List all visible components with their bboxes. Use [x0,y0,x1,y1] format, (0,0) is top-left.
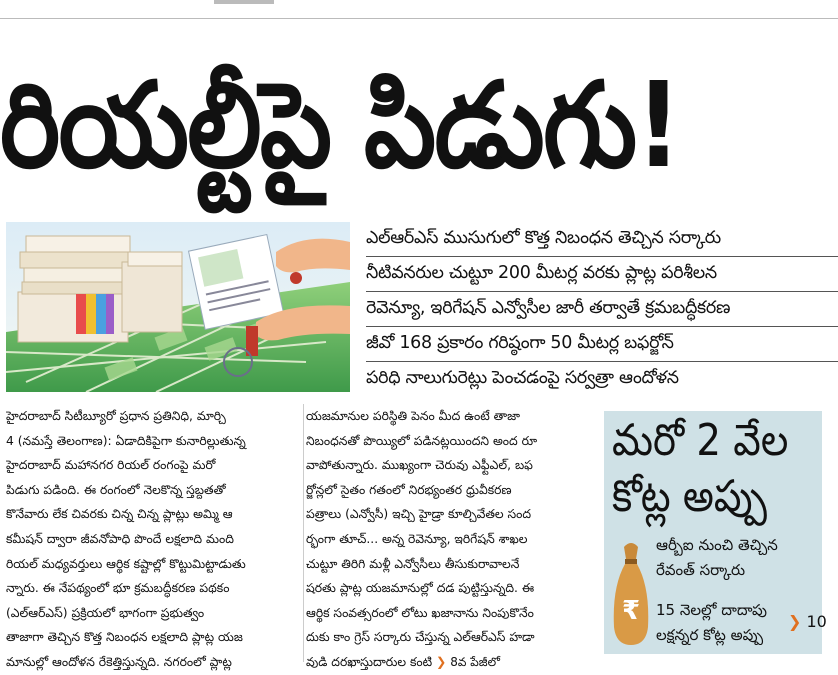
body-line: పిడుగు పడింది. ఈ రంగంలో నెలకొన్న స్తబ్దతతో [6,482,226,497]
body-line: ర్భంగా తూచ్... అన్న రెవెన్యూ, ఇరిగేషన్ శాఖల [306,531,528,546]
sidebar-subtitle [656,533,778,583]
body-line: దుకు కాం గ్రెస్ సర్కారు చేస్తున్న ఎల్ఆర్ఎస్ హడా [306,630,535,645]
page-reference-arrow-icon: ❯ [788,612,802,631]
article-column-2 [306,404,602,675]
continuation-link[interactable]: 8వ పేజీలో [450,654,500,669]
body-line-last [306,650,602,675]
kicker-bullets [366,222,838,396]
headline: రియల్టీపై పిడుగు! [0,56,680,194]
sidebar-subtitle-line: 15 నెలల్లో దాదాపు [656,601,767,619]
kicker-line: నీటివనరుల చుట్టూ 200 మీటర్ల వరకు ప్లాట్ల పరిశీలన [366,257,838,292]
body-line: మానుల్లో ఆందోళన రేకెత్తిస్తున్నది. నగరంలో ప్లాట్ల [6,654,232,669]
sidebar-headline-line-1: మరో 2 వేల [612,415,789,466]
top-masthead-mark [214,0,274,4]
top-rule [0,18,838,19]
money-bag-icon [610,537,652,649]
body-line: చుట్టూ తిరిగి మళ్లీ ఎన్వోసీలు తీసుకురావాలనే [306,556,520,571]
page-reference[interactable] [788,612,827,631]
page-reference-number: 10 [806,612,827,631]
kicker-line: ఎల్ఆర్ఎస్ ముసుగులో కొత్త నిబంధన తెచ్చిన సర్కారు [366,222,838,257]
body-line: వాపోతున్నారు. ముఖ్యంగా చెరువు ఎఫ్టీఎల్, బఫ [306,458,533,473]
rupee-symbol: ₹ [621,596,641,626]
body-line: నిబంధనతో పొయ్యిలో పడినట్లయిందని అంద రూ [306,433,538,448]
body-line: యజమానుల పరిస్థితి పెనం మీద ఉంటే తాజా [306,409,520,423]
lead-illustration [6,222,350,392]
body-line: పత్రాలు (ఎన్వోసీ) ఇచ్చి హైడ్రా కూల్చివేతల సంద [306,507,532,522]
body-line: రియల్ మధ్యవర్తులు ఆర్థిక కష్టాల్లో కొట్టుమిట్టాడుతు [6,556,246,571]
body-line: ఆర్థిక సంవత్సరంలో లోటు ఖజానాను నింపుకొనేం [306,605,534,620]
body-line: హైదరాబాద్ సిటీబ్యూరో ప్రధాన ప్రతినిధి, మార్చి [6,409,226,423]
column-divider [303,404,304,662]
continuation-arrow-icon: ❯ [436,654,447,669]
sidebar-subtitle-line: ఆర్బీఐ నుంచి తెచ్చిన [656,536,778,554]
sidebar-headline-line-2: కోట్ల అప్పు [612,471,767,522]
kicker-line: పరిధి నాలుగురెట్లు పెంచడంపై సర్వత్రా ఆందోళన [366,368,679,388]
kicker-line: జీవో 168 ప్రకారం గరిష్ఠంగా 50 మీటర్ల బఫర్జోన్ [366,327,838,362]
body-line: తాజాగా తెచ్చిన కొత్త నిబంధన లక్షలాది ప్లాట్ల యజ [6,630,243,645]
body-line: షరతు ప్లాట్ల యజమానుల్లో దడ పుట్టిస్తున్నది. ఈ [306,581,535,596]
kicker-line: రెవెన్యూ, ఇరిగేషన్ ఎన్వోసీల జారీ తర్వాతే క్రమబద్ధీకరణ [366,292,838,327]
sidebar-subtitle-2 [656,598,767,648]
article-column-1 [6,404,304,675]
body-line-text: వుడి దరఖాస్తుదారుల కంటి [306,654,433,669]
body-line: ర్జోన్లలో సైతం గతంలో నిరభ్యంతర ధ్రువీకరణ [306,482,512,497]
body-line: కమీషన్ ద్వారా జీవనోపాధి పొందే లక్షలాది మంది [6,531,234,546]
body-line: న్నారు. ఈ నేపథ్యంలో భూ క్రమబద్ధీకరణ పథకం [6,581,230,596]
sidebar-subtitle-line: లక్షన్నర కోట్ల అప్పు [656,626,764,644]
body-line: హైదరాబాద్ మహానగర రియల్ రంగంపై మరో [6,458,216,473]
body-line: (ఎల్ఆర్ఎస్) ప్రక్రియలో భాగంగా ప్రభుత్వం [6,605,205,620]
body-line: 4 (నమస్తే తెలంగాణ): ఏడాదికిపైగా కునారిల్లుతున్న [6,433,246,448]
body-line: కొనేవారు లేక చివరకు చిన్న చిన్న ప్లాట్లు అమ్మి ఆ [6,507,233,522]
documents-and-plots-illustration [6,222,350,392]
sidebar-subtitle-line: రేవంత్ సర్కారు [656,561,746,579]
